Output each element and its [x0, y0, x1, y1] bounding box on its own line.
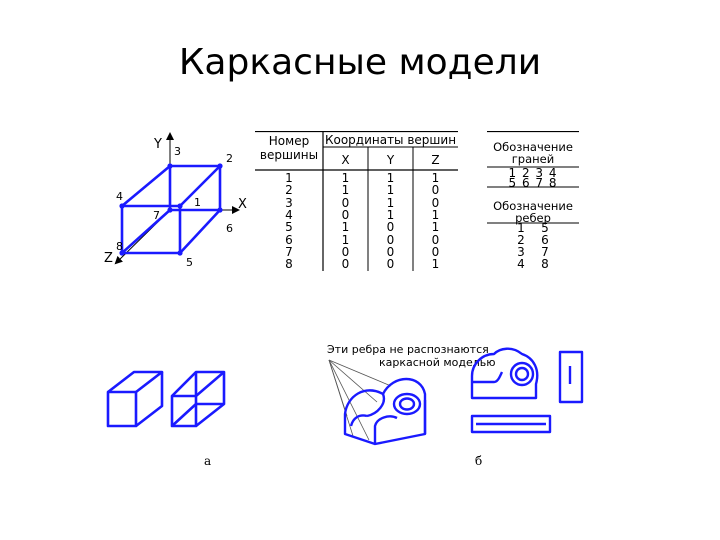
coordinate-cell: 0	[386, 220, 395, 235]
header-number-line1: Номер	[268, 134, 310, 148]
coordinate-cell: 1	[386, 171, 395, 185]
vertex-label-1: 1	[194, 196, 201, 209]
vertex-number-cell: 8	[285, 257, 293, 272]
vertex-number-cell: 7	[285, 244, 293, 259]
edge-vertex-cell: 2	[517, 233, 525, 247]
axis-label-x: X	[238, 197, 247, 212]
faces-row-2: 5 6 7 8	[508, 176, 558, 190]
vertex-label-3: 3	[174, 145, 181, 158]
coordinate-cell: 1	[386, 207, 395, 222]
coordinate-cell: 0	[341, 207, 350, 222]
cube-edge-4-3	[122, 166, 170, 206]
vertex-label-7: 7	[153, 209, 160, 222]
edge-vertex-cell: 4	[517, 257, 525, 271]
table-row	[255, 221, 458, 233]
header-x: X	[341, 153, 350, 167]
faces-row-1: 1 2 3 4	[508, 166, 558, 180]
vertex-label-2: 2	[226, 152, 233, 165]
header-coordinates: Координаты вершин	[324, 133, 457, 147]
edge-vertex-cell: 1	[517, 221, 525, 235]
cube-edge-5-6	[180, 210, 220, 253]
table-row	[255, 172, 458, 184]
caption-b: б	[475, 454, 483, 468]
coordinate-cell: 1	[386, 183, 395, 198]
slide-title: Каркасные модели	[178, 42, 542, 83]
header-z: Z	[431, 153, 440, 167]
faces-header-line1: Обозначение	[493, 140, 573, 154]
coordinate-cell: 0	[431, 195, 440, 210]
coordinate-cell: 1	[431, 207, 440, 222]
coordinate-cell: 0	[431, 244, 440, 259]
edge-vertex-cell: 8	[541, 257, 549, 271]
table-row	[255, 258, 458, 270]
edges-header-line1: Обозначение	[493, 199, 573, 213]
coordinate-cell: 1	[431, 257, 440, 272]
vertex-table	[255, 131, 458, 271]
axis-label-z: Z	[104, 251, 113, 266]
coordinate-cell: 1	[386, 195, 395, 210]
faces-edges-table	[487, 131, 579, 271]
part-drawing-3d	[325, 356, 450, 451]
coordinate-cell: 0	[386, 244, 395, 259]
coordinate-cell: 1	[431, 220, 440, 235]
coordinate-cell: 1	[341, 183, 350, 198]
edge-vertex-cell: 5	[541, 221, 549, 235]
caption-a: а	[204, 454, 212, 468]
table-row	[255, 209, 458, 221]
table-row	[255, 197, 458, 209]
vertex-number-cell: 5	[285, 220, 293, 235]
coordinate-cell: 1	[341, 171, 350, 185]
box-drawings-a	[100, 368, 250, 434]
coordinate-cell: 0	[431, 183, 440, 198]
edge-vertex-cell: 3	[517, 245, 525, 259]
vertex-number-cell: 3	[285, 195, 293, 210]
vertex-label-6: 6	[226, 222, 233, 235]
part-drawing-projections	[466, 340, 586, 440]
header-y: Y	[386, 153, 395, 167]
callout-line-2: каркасной моделью	[379, 356, 496, 369]
coordinate-cell: 1	[431, 171, 440, 185]
vertex-number-cell: 6	[285, 232, 293, 247]
coordinate-cell: 0	[341, 244, 350, 259]
edge-vertex-cell: 6	[541, 233, 549, 247]
callout-line-1: Эти ребра не распознаются	[327, 343, 489, 356]
table-row	[255, 234, 458, 246]
coordinate-cell: 0	[386, 257, 395, 272]
header-number-line2: вершины	[259, 148, 319, 162]
coordinate-cell: 0	[341, 195, 350, 210]
vertex-number-cell: 4	[285, 207, 293, 222]
vertex-label-4: 4	[116, 190, 123, 203]
axis-label-y: Y	[154, 137, 162, 152]
wireframe-cube-diagram	[100, 128, 250, 278]
vertex-number-cell: 1	[285, 171, 293, 185]
vertex-label-8: 8	[116, 240, 123, 253]
coordinate-cell: 0	[386, 232, 395, 247]
coordinate-cell: 1	[341, 232, 350, 247]
faces-header-line2: граней	[511, 152, 555, 166]
coordinate-cell: 1	[341, 220, 350, 235]
coordinate-cell: 0	[431, 232, 440, 247]
coordinate-cell: 0	[341, 257, 350, 272]
table-row	[255, 246, 458, 258]
edges-header-line2: ребер	[515, 211, 551, 225]
vertex-label-5: 5	[186, 256, 193, 269]
edge-vertex-cell: 7	[541, 245, 549, 259]
table-row	[255, 184, 458, 196]
cube-edge-8-7	[122, 210, 170, 253]
vertex-number-cell: 2	[285, 183, 293, 198]
